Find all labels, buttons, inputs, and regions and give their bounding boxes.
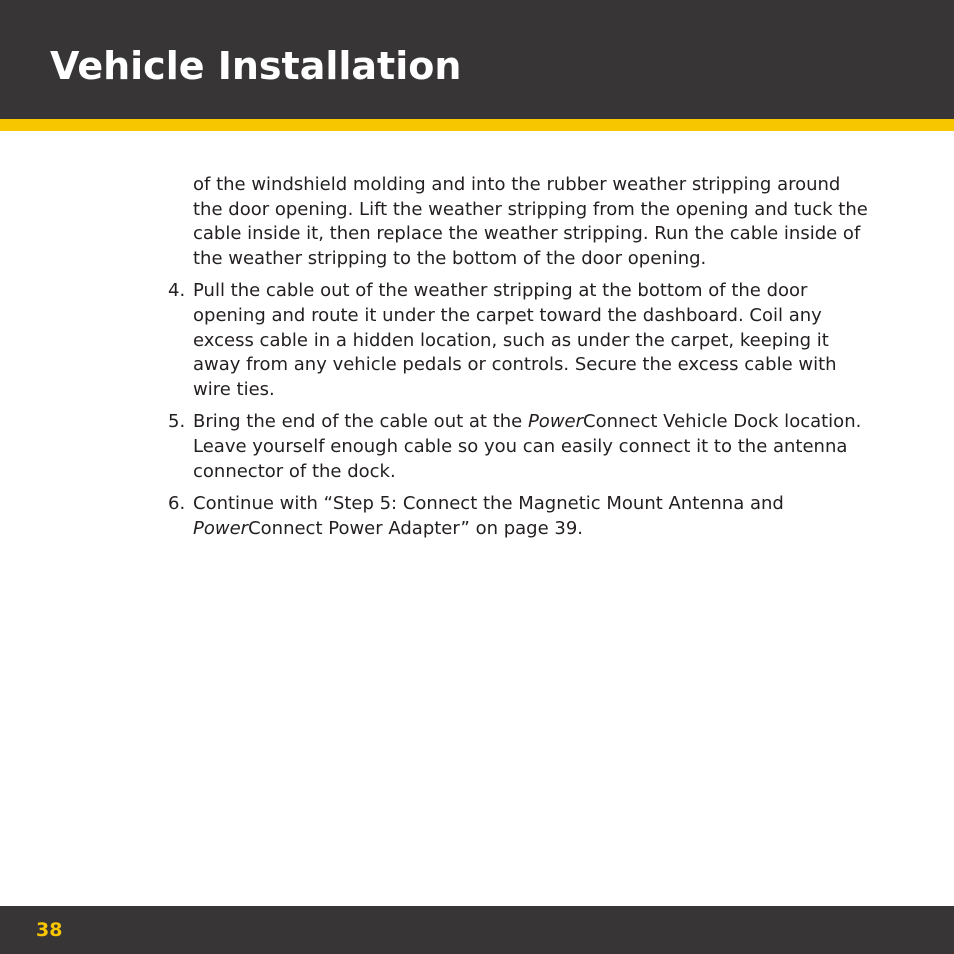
page-header bbox=[0, 0, 954, 119]
step-5 bbox=[168, 410, 868, 484]
page-footer bbox=[0, 906, 954, 954]
step-6 bbox=[168, 492, 868, 541]
page-number: 38 bbox=[36, 919, 63, 941]
step-number: 5. bbox=[168, 411, 186, 433]
brand-italic: Power bbox=[527, 411, 584, 433]
continuation-paragraph: of the windshield molding and into the rubber weather stripping around the door opening. Lift the weather stripping from the opening and tuck the cable inside it, then replace the weather stripping. Run the cable inside of the weather stripping to the bottom of the door opening. bbox=[193, 174, 868, 270]
step-text-start: Bring the end of the cable out at the bbox=[193, 411, 528, 433]
step-text-end: Connect Power Adapter” on page 39. bbox=[248, 517, 584, 539]
instruction-body bbox=[168, 173, 868, 549]
brand-italic: Power bbox=[193, 517, 249, 539]
step-4 bbox=[168, 279, 868, 403]
step-number: 6. bbox=[168, 492, 186, 514]
step-text-start: Continue with “Step 5: Connect the Magnetic Mount Antenna and bbox=[193, 492, 784, 514]
yellow-accent-bar bbox=[0, 119, 954, 131]
page-title: Vehicle Installation bbox=[50, 44, 462, 88]
step-text-end: Connect Vehicle Dock location. Leave yourself enough cable so you can easily connect it to the antenna connector of the dock. bbox=[193, 411, 862, 482]
step-number: 4. bbox=[168, 280, 186, 302]
step-text: Pull the cable out of the weather stripping at the bottom of the door opening and route it under the carpet toward the dashboard. Coil any excess cable in a hidden location, such as under the carpet, keeping it away from any vehicle pedals or controls. Secure the excess cable with wire ties. bbox=[193, 280, 837, 401]
